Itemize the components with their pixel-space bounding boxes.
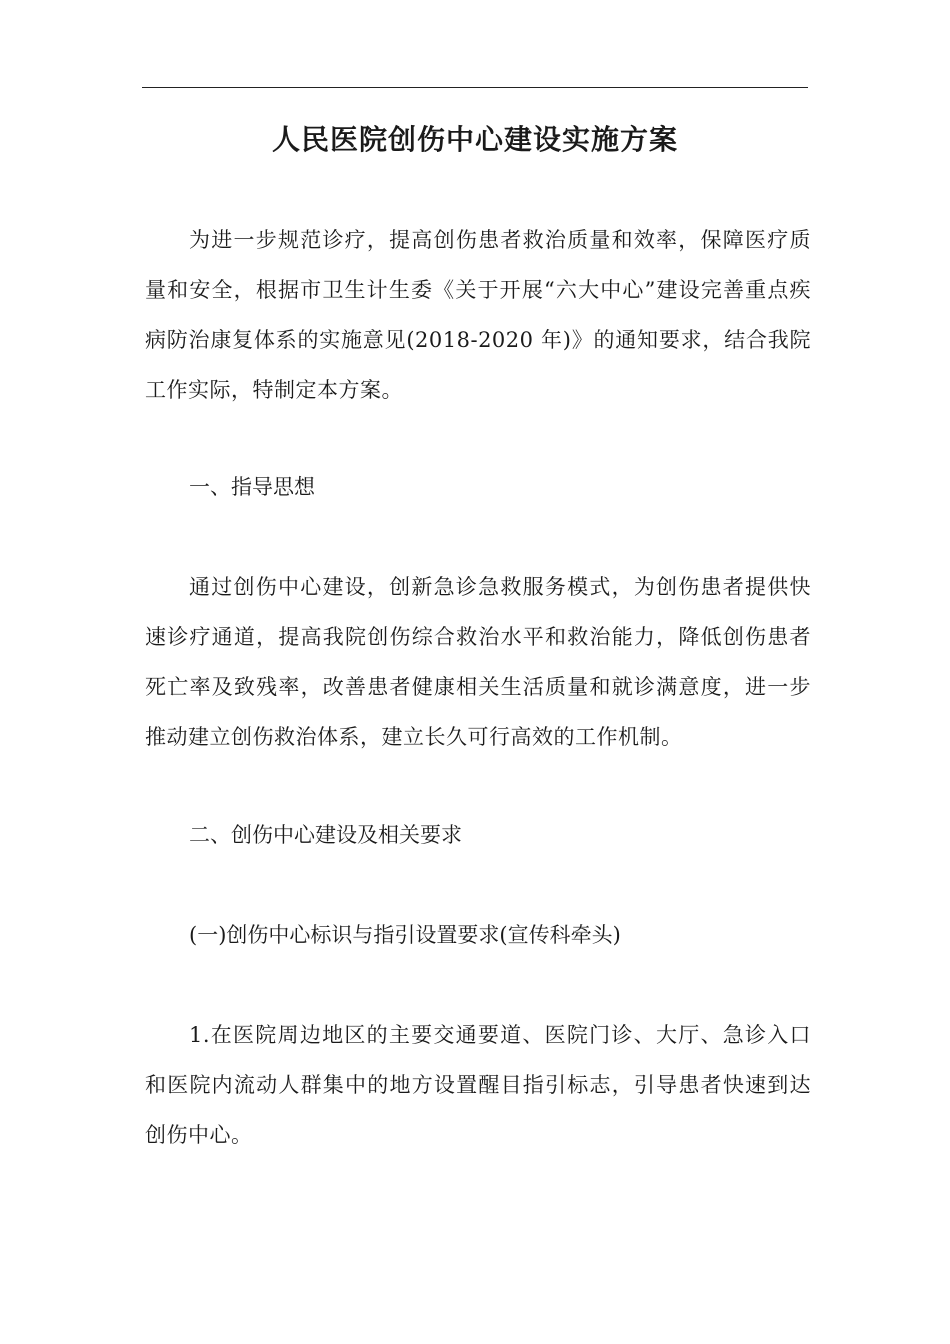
section-1-heading: 一、指导思想 — [189, 475, 315, 499]
subsection-1-heading: (一)创伤中心标识与指引设置要求(宣传科牵头) — [189, 923, 621, 947]
header-rule — [142, 87, 808, 88]
section-1-paragraph: 通过创伤中心建设，创新急诊急救服务模式，为创伤患者提供快速诊疗通道，提高我院创伤综合救治水平和救治能力，降低创伤患者死亡率及致残率，改善患者健康相关生活质量和就诊满意度，进一步推动建立创伤救治体系，建立长久可行高效的工作机制。 — [145, 575, 811, 749]
intro-paragraph: 为进一步规范诊疗，提高创伤患者救治质量和效率，保障医疗质量和安全，根据市卫生计生委《关于开展“六大中心”建设完善重点疾病防治康复体系的实施意见(2018-2020 年)》的通知要求，结合我院工作实际，特制定本方案。 — [145, 228, 811, 402]
document-title: 人民医院创伤中心建设实施方案 — [271, 123, 678, 156]
section-2-heading: 二、创伤中心建设及相关要求 — [189, 823, 462, 847]
item-1-paragraph: 1.在医院周边地区的主要交通要道、医院门诊、大厅、急诊入口和医院内流动人群集中的地方设置醒目指引标志，引导患者快速到达创伤中心。 — [145, 1023, 811, 1147]
